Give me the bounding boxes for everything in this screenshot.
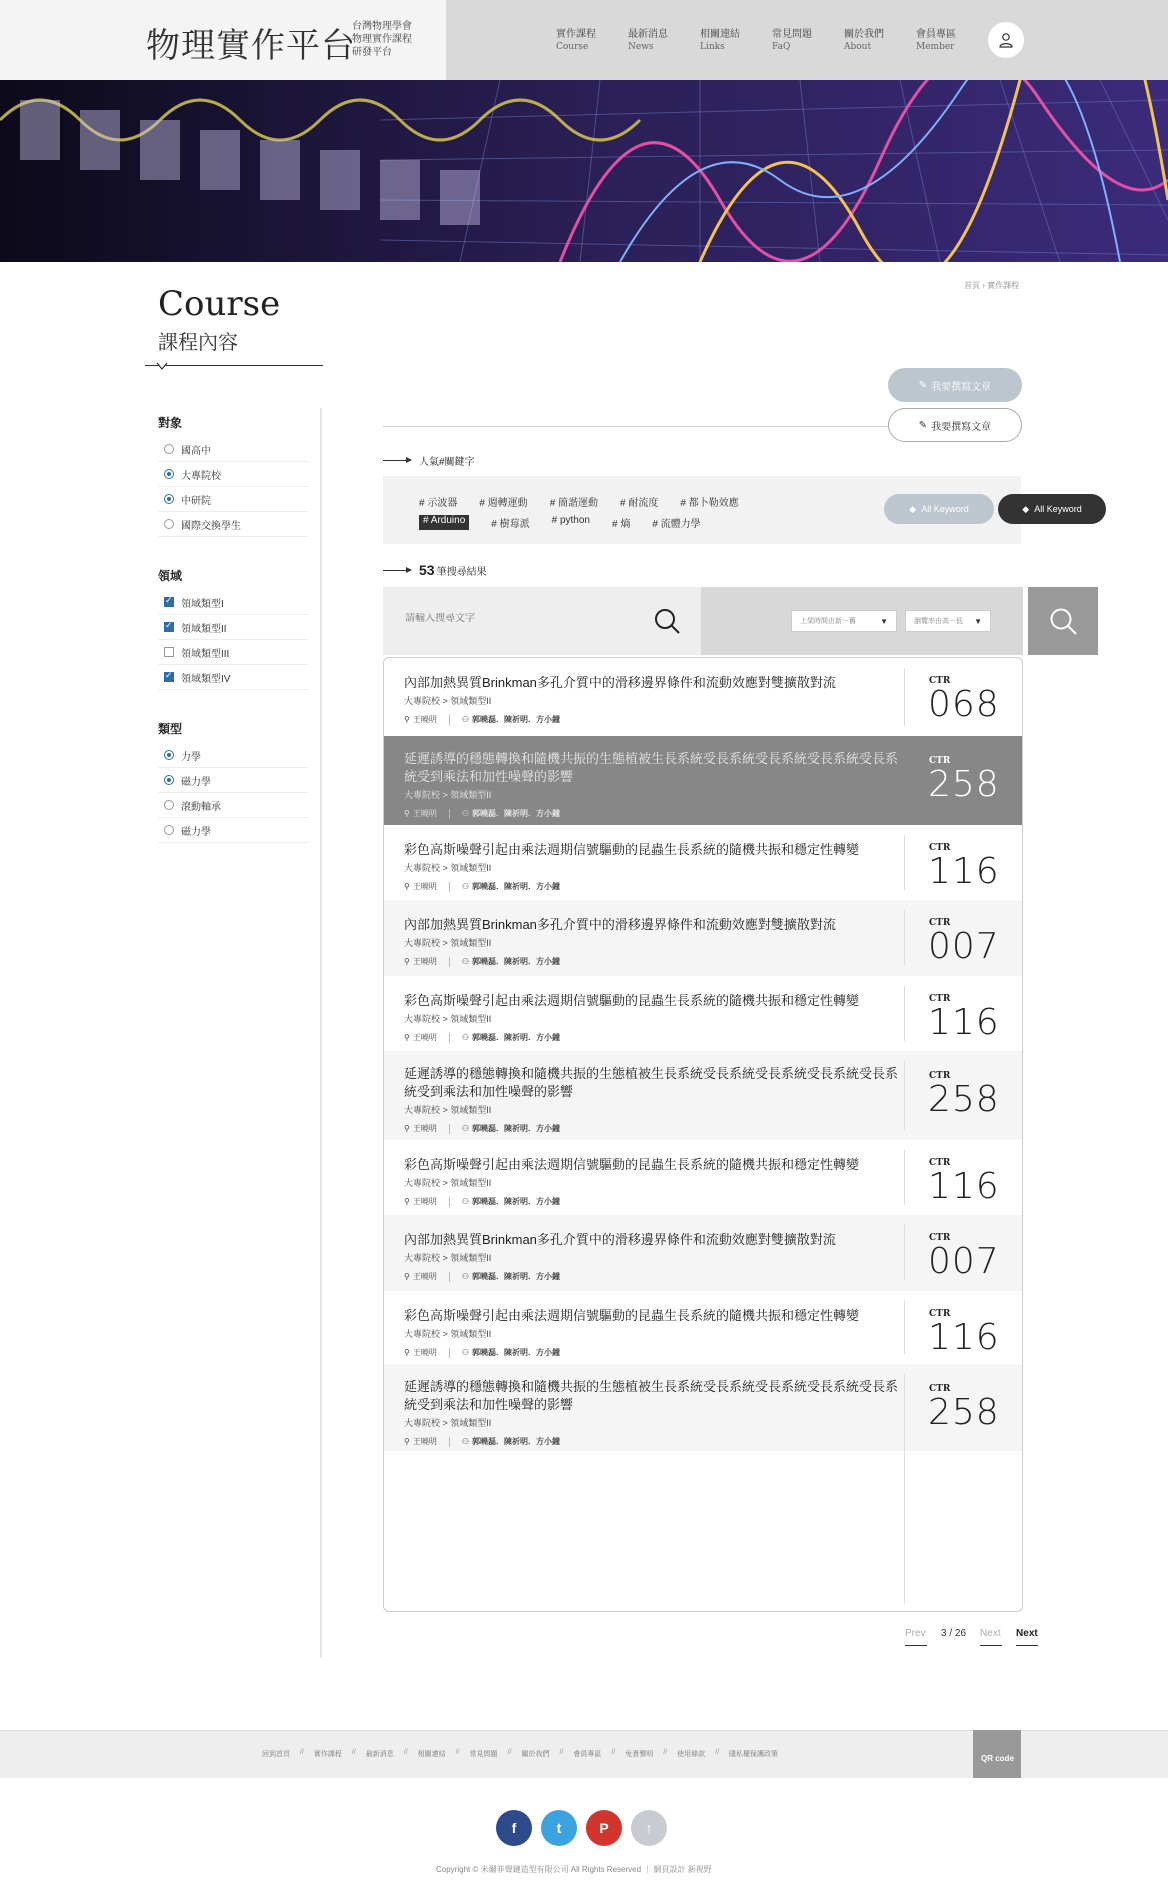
footer-link-separator: // [559, 1749, 564, 1756]
result-meta [404, 1196, 560, 1207]
user-icon: ⚲ [404, 1033, 410, 1042]
result-author: 王曉明 [412, 882, 437, 891]
ctr-value: 116 [928, 1002, 1000, 1043]
ctr-label: CTR [929, 843, 951, 853]
filter-option-label: 國際交換學生 [181, 520, 241, 532]
logo-subtitle [352, 20, 412, 59]
nav-links[interactable] [700, 28, 772, 54]
result-meta [404, 1436, 560, 1447]
filter-option[interactable] [158, 590, 308, 615]
filter-sidebar [158, 414, 308, 861]
footer-link[interactable]: 相關連結 [417, 1751, 446, 1758]
result-title[interactable]: 彩色高斯噪聲引起由乘法週期信號驅動的昆蟲生長系統的隨機共振和穩定性轉變 [404, 993, 860, 1008]
pagination-label: Next [1016, 1628, 1038, 1639]
team-icon: ⚇ [461, 1437, 470, 1446]
button-label: All Keyword [921, 504, 969, 514]
filter-option-label: 領域類型II [181, 623, 227, 635]
sort-by-views-select[interactable] [905, 610, 991, 632]
keyword-tag[interactable]: # python [551, 515, 590, 526]
filter-option-label: 大專院校 [181, 470, 221, 482]
pagination-label: Next [980, 1628, 1001, 1639]
arrow-right-icon [1016, 1645, 1038, 1646]
keywords-heading [383, 453, 475, 468]
team-icon: ⚇ [461, 1348, 470, 1357]
search-button[interactable] [1028, 587, 1098, 655]
filter-option-label: 中研院 [181, 495, 211, 507]
nav-label: 最新消息 [628, 29, 668, 40]
ctr-divider [904, 986, 905, 1041]
result-title[interactable]: 延遲誘導的穩態轉換和隨機共振的生態植被生長系統受長系統受長系統受長系統受長系統受到乘法和加性噪聲的影響 [404, 1379, 899, 1412]
all-keyword-button[interactable] [998, 494, 1106, 524]
keyword-tag[interactable]: # 都卜勒效應 [680, 498, 739, 509]
ctr-divider [904, 910, 905, 966]
result-title[interactable]: 內部加熱異質Brinkman多孔介質中的滑移邊界條件和流動效應對雙擴散對流 [404, 1232, 836, 1247]
filter-option-label: 國高中 [181, 445, 211, 457]
logo-subtitle-line: 物理實作課程 [352, 34, 412, 45]
result-author: 王曉明 [412, 809, 437, 818]
result-category-path: 大專院校 > 領域類型II [404, 938, 492, 948]
result-title[interactable]: 彩色高斯噪聲引起由乘法週期信號驅動的昆蟲生長系統的隨機共振和穩定性轉變 [404, 1157, 860, 1172]
meta-divider [449, 882, 450, 892]
user-icon [998, 32, 1014, 48]
pagination [905, 1628, 1052, 1646]
result-category-path: 大專院校 > 領域類型II [404, 1253, 492, 1263]
result-row[interactable] [384, 1051, 1022, 1140]
site-header [0, 0, 1168, 80]
button-label: 我要撰寫文章 [931, 421, 992, 433]
page-indicator: 3 / 26 [941, 1628, 967, 1639]
page-title-zh: 課程內容 [158, 332, 238, 354]
footer-link-separator: // [351, 1749, 356, 1756]
meta-divider [449, 1437, 450, 1447]
nav-course[interactable] [556, 28, 628, 54]
filter-option[interactable] [158, 768, 308, 793]
filter-option-label: 滾動軸承 [181, 801, 221, 813]
result-title[interactable]: 內部加熱異質Brinkman多孔介質中的滑移邊界條件和流動效應對雙擴散對流 [404, 917, 836, 932]
checkbox-checked-icon [164, 597, 174, 607]
write-article-button[interactable] [888, 368, 1022, 402]
nav-label-en: Course [556, 42, 589, 52]
result-row[interactable] [384, 1364, 1022, 1451]
filter-option-label: 力學 [181, 751, 201, 763]
nav-label: 實作課程 [556, 29, 596, 40]
ctr-value: 116 [928, 1166, 1000, 1207]
footer-link[interactable]: 實作課程 [313, 1751, 342, 1758]
result-category-path: 大專院校 > 領域類型II [404, 696, 492, 706]
result-members: 郭曉磊．陳祈明．方小鐘 [472, 809, 561, 818]
ctr-divider [904, 835, 905, 890]
filter-option-label: 領域類型IV [181, 673, 231, 685]
page-title [158, 284, 280, 355]
team-icon: ⚇ [461, 1272, 470, 1281]
pinterest-icon[interactable]: P [586, 1810, 622, 1846]
button-label: 我要撰寫文章 [931, 381, 992, 393]
facebook-icon[interactable]: f [496, 1810, 532, 1846]
result-category-path: 大專院校 > 領域類型II [404, 1329, 492, 1339]
keyword-row [419, 494, 761, 509]
results-count-label: 筆搜尋結果 [436, 566, 487, 578]
team-icon: ⚇ [461, 1124, 470, 1133]
result-title[interactable]: 內部加熱異質Brinkman多孔介質中的滑移邊界條件和流動效應對雙擴散對流 [404, 675, 836, 690]
logo-subtitle-line: 研發平台 [352, 47, 392, 58]
footer-link[interactable]: 最新消息 [365, 1751, 394, 1758]
nav-label-en: News [628, 42, 654, 52]
footer-link-separator: // [300, 1749, 304, 1756]
result-meta [404, 1032, 560, 1043]
result-members: 郭曉磊．陳祈明．方小鐘 [472, 1348, 561, 1357]
results-count: 53 [419, 562, 435, 578]
result-members: 郭曉磊．陳祈明．方小鐘 [472, 1124, 561, 1133]
result-author: 王曉明 [412, 715, 437, 724]
nav-label: 關於我們 [844, 29, 884, 40]
result-members: 郭曉磊．陳祈明．方小鐘 [472, 882, 561, 891]
keyword-tag[interactable]: # 耐流度 [620, 498, 659, 509]
logo-subtitle-line: 台灣物理學會 [352, 21, 412, 32]
result-row[interactable] [384, 1140, 1022, 1215]
search-bar [383, 587, 1023, 655]
page-title-en: Course [158, 284, 281, 324]
filter-option[interactable] [158, 462, 308, 487]
result-author: 王曉明 [412, 1033, 437, 1042]
keywords-heading-label: 人氣#關鍵字 [419, 457, 475, 468]
result-title[interactable]: 延遲誘導的穩態轉換和隨機共振的生態植被生長系統受長系統受長系統受長系統受長系統受到乘法和加性噪聲的影響 [404, 751, 899, 784]
footer-link[interactable]: 常見問題 [469, 1751, 498, 1758]
result-row[interactable] [384, 1291, 1022, 1364]
sort-controls [701, 587, 1023, 655]
footer-link-separator: // [403, 1749, 408, 1756]
ctr-divider [904, 1150, 905, 1205]
user-icon: ⚲ [404, 1124, 410, 1133]
ctr-label: CTR [929, 1384, 951, 1394]
footer-link-separator: // [663, 1749, 668, 1756]
nav-label: 常見問題 [772, 29, 812, 40]
meta-divider [449, 957, 450, 967]
result-row[interactable] [384, 825, 1022, 900]
breadcrumb[interactable]: 首頁 › 實作課程 [964, 281, 1020, 290]
ctr-divider [904, 668, 905, 726]
arrow-left-icon [905, 1645, 927, 1646]
nav-label-en: About [844, 42, 872, 52]
results-heading [383, 562, 487, 578]
meta-divider [449, 809, 450, 819]
main-divider [383, 426, 888, 427]
filter-title: 類型 [158, 722, 183, 736]
footer-link-separator: // [611, 1749, 616, 1756]
user-account-button[interactable] [988, 22, 1024, 58]
footer-link[interactable]: 回到首頁 [262, 1751, 290, 1758]
radio-icon [164, 800, 174, 810]
result-author: 王曉明 [412, 1348, 437, 1357]
arrow-right-icon [980, 1645, 1002, 1646]
arrow-right-icon [383, 460, 411, 461]
team-icon: ⚇ [461, 882, 470, 891]
filter-option-label: 領域類型III [181, 648, 230, 660]
ctr-divider [904, 1061, 905, 1130]
team-icon: ⚇ [461, 957, 470, 966]
ctr-label: CTR [929, 918, 951, 928]
radio-checked-icon [164, 750, 174, 760]
keyword-tag[interactable]: # 簡諧運動 [549, 498, 599, 509]
ctr-divider [904, 1374, 905, 1603]
filter-option[interactable] [158, 487, 308, 512]
ctr-value: 258 [928, 1392, 1000, 1433]
footer-link-separator: // [715, 1749, 720, 1756]
result-title[interactable]: 彩色高斯噪聲引起由乘法週期信號驅動的昆蟲生長系統的隨機共振和穩定性轉變 [404, 1308, 860, 1323]
ctr-label: CTR [929, 756, 951, 766]
keyword-tag[interactable]: # 週轉運動 [479, 498, 528, 509]
hero-banner [0, 80, 1168, 262]
nav-label: 會員專區 [916, 29, 956, 40]
footer-link[interactable]: 會員專區 [573, 1751, 602, 1758]
result-author: 王曉明 [412, 1272, 437, 1281]
search-field-wrap [383, 587, 701, 655]
result-author: 王曉明 [412, 1197, 437, 1206]
title-arrow-icon [156, 362, 168, 372]
ctr-label: CTR [929, 1158, 951, 1168]
team-icon: ⚇ [461, 715, 470, 724]
result-members: 郭曉磊．陳祈明．方小鐘 [472, 957, 561, 966]
ctr-value: 258 [928, 764, 1000, 805]
ctr-label: CTR [929, 1233, 951, 1243]
radio-checked-icon [164, 775, 174, 785]
radio-icon [164, 519, 174, 529]
logo[interactable] [0, 0, 446, 80]
oscilloscope-banner-image [0, 80, 1168, 262]
team-icon: ⚇ [461, 809, 470, 818]
button-label: All Keyword [1034, 504, 1082, 514]
team-icon: ⚇ [461, 1197, 470, 1206]
result-author: 王曉明 [412, 1124, 437, 1133]
result-meta [404, 808, 560, 819]
result-members: 郭曉磊．陳祈明．方小鐘 [472, 1437, 561, 1446]
footer-link[interactable]: 使用條款 [677, 1751, 706, 1758]
filter-title: 對象 [158, 416, 183, 430]
result-members: 郭曉磊．陳祈明．方小鐘 [472, 715, 561, 724]
user-icon: ⚲ [404, 1197, 410, 1206]
filter-option[interactable] [158, 743, 308, 768]
search-icon [1048, 606, 1078, 636]
nav-about[interactable] [844, 28, 916, 54]
filter-option[interactable] [158, 818, 308, 843]
filter-group-type [158, 720, 308, 843]
ctr-value: 258 [928, 1079, 1000, 1120]
filter-option[interactable] [158, 512, 308, 537]
keyword-tag-active[interactable]: # Arduino [419, 515, 469, 530]
nav-member[interactable] [916, 28, 988, 54]
results-list [383, 657, 1023, 1612]
pencil-icon: ✎ [918, 379, 928, 391]
result-row[interactable] [384, 900, 1022, 976]
nav-label-en: Links [700, 42, 725, 52]
footer-link[interactable]: 隱私權保護政策 [729, 1751, 779, 1758]
result-category-path: 大專院校 > 領域類型II [404, 1105, 492, 1115]
user-icon: ⚲ [404, 715, 410, 724]
ctr-value: 007 [928, 1241, 1000, 1282]
nav-label-en: FaQ [772, 42, 791, 52]
tag-icon: ◆ [909, 503, 917, 514]
result-members: 郭曉磊．陳祈明．方小鐘 [472, 1197, 561, 1206]
result-category-path: 大專院校 > 領域類型II [404, 1178, 492, 1188]
nav-faq[interactable] [772, 28, 844, 54]
meta-divider [449, 1124, 450, 1134]
arrow-right-icon [383, 570, 411, 571]
qr-code-button[interactable]: QR code [973, 1730, 1021, 1778]
radio-icon [164, 444, 174, 454]
footer-link-separator: // [507, 1749, 512, 1756]
ctr-divider [904, 1301, 905, 1354]
user-icon: ⚲ [404, 882, 410, 891]
footer-link[interactable]: 免責聲明 [625, 1751, 654, 1758]
keyword-tag[interactable]: # 流體力學 [652, 519, 701, 530]
radio-checked-icon [164, 494, 174, 504]
filter-title: 領域 [158, 569, 183, 583]
filter-option[interactable] [158, 793, 308, 818]
footer-links [262, 1749, 778, 1759]
filter-option-label: 磁力學 [181, 826, 211, 838]
tag-icon: ◆ [1022, 503, 1030, 514]
ctr-label: CTR [929, 1071, 951, 1081]
result-category-path: 大專院校 > 領域類型II [404, 1418, 492, 1428]
checkbox-checked-icon [164, 672, 174, 682]
result-members: 郭曉磊．陳祈明．方小鐘 [472, 1272, 561, 1281]
result-meta [404, 1347, 560, 1358]
pagination-label: Prev [905, 1628, 926, 1639]
result-row[interactable] [384, 1215, 1022, 1291]
search-icon[interactable] [653, 607, 681, 635]
copyright: Copyright © 米爾菲聲鏈造型有限公司 All Rights Reserved ｜ 網頁設計 新視野 [436, 1865, 712, 1874]
ctr-value: 068 [928, 684, 1000, 725]
filter-option-label: 磁力學 [181, 776, 211, 788]
filter-group-audience [158, 414, 308, 537]
result-row[interactable] [384, 976, 1022, 1051]
pencil-icon: ✎ [918, 419, 928, 431]
user-icon: ⚲ [404, 957, 410, 966]
result-members: 郭曉磊．陳祈明．方小鐘 [472, 1033, 561, 1042]
result-meta [404, 956, 560, 967]
result-category-path: 大專院校 > 領域類型II [404, 863, 492, 873]
footer-link[interactable]: 關於我們 [521, 1751, 550, 1758]
select-value: 上架時間由新－舊 [800, 618, 856, 625]
keyword-tag[interactable]: # 示波器 [419, 498, 458, 509]
checkbox-checked-icon [164, 622, 174, 632]
prev-page-button[interactable] [905, 1628, 927, 1646]
back-to-top-icon[interactable]: ↑ [631, 1810, 667, 1846]
nav-label: 相關連結 [700, 29, 740, 40]
filter-group-field [158, 567, 308, 690]
title-divider [145, 365, 323, 366]
filter-option[interactable] [158, 615, 308, 640]
user-icon: ⚲ [404, 1272, 410, 1281]
result-meta [404, 1123, 560, 1134]
result-meta [404, 881, 560, 892]
caret-down-icon: ▼ [880, 616, 888, 626]
checkbox-icon [164, 647, 174, 657]
select-value: 瀏覽率由高－低 [914, 618, 963, 625]
radio-icon [164, 825, 174, 835]
result-title[interactable]: 延遲誘導的穩態轉換和隨機共振的生態植被生長系統受長系統受長系統受長系統受長系統受到乘法和加性噪聲的影響 [404, 1066, 899, 1099]
result-meta [404, 1271, 560, 1282]
meta-divider [449, 1033, 450, 1043]
meta-divider [449, 1197, 450, 1207]
caret-down-icon: ▼ [974, 616, 982, 626]
result-meta [404, 714, 560, 725]
result-row[interactable] [384, 658, 1022, 736]
ctr-value: 116 [928, 1317, 1000, 1358]
all-keyword-button[interactable] [884, 494, 994, 524]
result-title[interactable]: 彩色高斯噪聲引起由乘法週期信號驅動的昆蟲生長系統的隨機共振和穩定性轉變 [404, 842, 860, 857]
ctr-value: 007 [928, 926, 1000, 967]
result-author: 王曉明 [412, 1437, 437, 1446]
result-category-path: 大專院校 > 領域類型II [404, 790, 492, 800]
team-icon: ⚇ [461, 1033, 470, 1042]
nav-label-en: Member [916, 42, 955, 52]
filter-option[interactable] [158, 640, 308, 665]
keyword-row [419, 515, 723, 530]
filter-option[interactable] [158, 437, 308, 462]
sort-by-date-select[interactable] [791, 610, 897, 632]
search-input[interactable] [405, 613, 625, 624]
nav-news[interactable] [628, 28, 700, 54]
radio-checked-icon [164, 469, 174, 479]
result-category-path: 大專院校 > 領域類型II [404, 1014, 492, 1024]
next-page-disabled[interactable] [980, 1628, 1002, 1646]
user-icon: ⚲ [404, 809, 410, 818]
meta-divider [449, 1272, 450, 1282]
sidebar-divider [320, 408, 322, 1658]
next-page-button[interactable] [1016, 1628, 1038, 1646]
ctr-label: CTR [929, 676, 951, 686]
ctr-value: 116 [928, 851, 1000, 892]
keyword-tag[interactable]: # 熵 [611, 519, 631, 530]
logo-title: 物理實作平台 [146, 26, 356, 66]
filter-option-label: 領域類型I [181, 598, 224, 610]
meta-divider [449, 715, 450, 725]
keyword-tag[interactable]: # 樹莓派 [491, 519, 530, 530]
footer-link-separator: // [455, 1749, 460, 1756]
ctr-divider [904, 1225, 905, 1281]
ctr-label: CTR [929, 1309, 951, 1319]
result-row[interactable] [384, 736, 1022, 825]
user-icon: ⚲ [404, 1348, 410, 1357]
result-author: 王曉明 [412, 957, 437, 966]
main-nav [556, 28, 988, 54]
ctr-label: CTR [929, 994, 951, 1004]
twitter-icon[interactable]: t [541, 1810, 577, 1846]
user-icon: ⚲ [404, 1437, 410, 1446]
meta-divider [449, 1348, 450, 1358]
write-article-button[interactable] [888, 408, 1022, 442]
filter-option[interactable] [158, 665, 308, 690]
